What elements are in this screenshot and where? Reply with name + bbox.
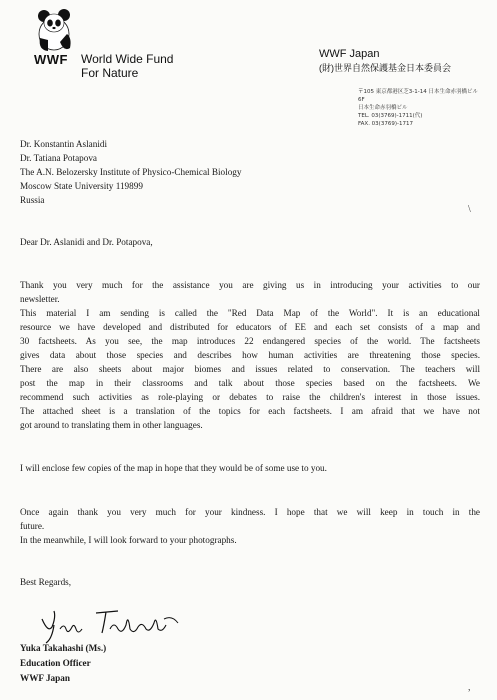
recipient-line: Dr. Konstantin Aslanidi <box>20 139 108 149</box>
recipient-line: The A.N. Belozersky Institute of Physico-Chemical Biology <box>20 167 242 177</box>
closing: Best Regards, <box>20 577 72 587</box>
address-line: 〒105 東京都港区芝3-1-14 日本生命赤羽橋ビル6F <box>358 89 478 103</box>
wwf-logo-text: WWF <box>34 52 68 67</box>
recipient-line: Dr. Tatiana Potapova <box>20 153 98 163</box>
paragraph-line: The attached sheet is a translation of the topics for each factsheets. I am afraid that we have not <box>20 406 480 416</box>
scan-mark: , <box>468 682 471 693</box>
panda-logo-icon <box>34 8 74 52</box>
paragraph-line: resource we have developed and distributed for educators of EE and each set consists of a map and <box>20 322 480 332</box>
signer-name: Yuka Takahashi (Ms.) <box>20 643 107 653</box>
salutation: Dear Dr. Aslanidi and Dr. Potapova, <box>20 237 153 247</box>
sender-address <box>358 88 478 128</box>
paragraph-line: 30 factsheets. As you see, the map introduces 22 endangered species of the world. The factsheets <box>20 336 480 346</box>
paragraph-line: gives data about those species and describes how human activities are threatening those species. <box>20 350 480 360</box>
paragraph-line: Thank you very much for the assistance you are giving us in introducing your activities to our <box>20 280 480 290</box>
wwf-letterhead <box>34 8 244 78</box>
org-name-line2: For Nature <box>81 66 139 80</box>
signer-org: WWF Japan <box>20 673 70 683</box>
address-line: 日本生命赤羽橋ビル <box>358 105 408 111</box>
paragraph-line: got around to translating them in other languages. <box>20 420 203 430</box>
recipient-line: Moscow State University 119899 <box>20 181 143 191</box>
address-line: TEL. 03(3769)-1711(代) <box>358 113 423 119</box>
recipient-line: Russia <box>20 195 45 205</box>
wwf-japan-subtitle: (財)世界自然保護基金日本委員会 <box>319 63 451 73</box>
scan-mark: \ <box>468 204 471 215</box>
handwritten-signature <box>38 605 188 645</box>
paragraph-line: post the map in their classrooms and talk about those species based on the factsheets. We <box>20 378 480 388</box>
paragraph-line: Once again thank you very much for your kindness. I hope that we will keep in touch in the <box>20 507 480 517</box>
wwf-japan-header <box>319 48 469 74</box>
wwf-japan-title: WWF Japan <box>319 48 380 60</box>
paragraph-line: This material I am sending is called the "Red Data Map of the World". It is an educational <box>20 308 480 318</box>
paragraph-line: recommend such activities as role-playing or debates to raise the children's interest in those issues. <box>20 392 480 402</box>
org-name <box>81 52 173 80</box>
paragraph-line: newsletter. <box>20 294 60 304</box>
paragraph-line: There are also sheets about major biomes and issues related to conservation. The teachers will <box>20 364 480 374</box>
paragraph-line: future. <box>20 521 45 531</box>
address-line: FAX. 03(3769)-1717 <box>358 121 413 127</box>
paragraph-line: I will enclose few copies of the map in hope that they would be of some use to you. <box>20 463 327 473</box>
paragraph-line: In the meanwhile, I will look forward to your photographs. <box>20 535 237 545</box>
signer-title: Education Officer <box>20 658 91 668</box>
org-name-line1: World Wide Fund <box>81 52 174 66</box>
